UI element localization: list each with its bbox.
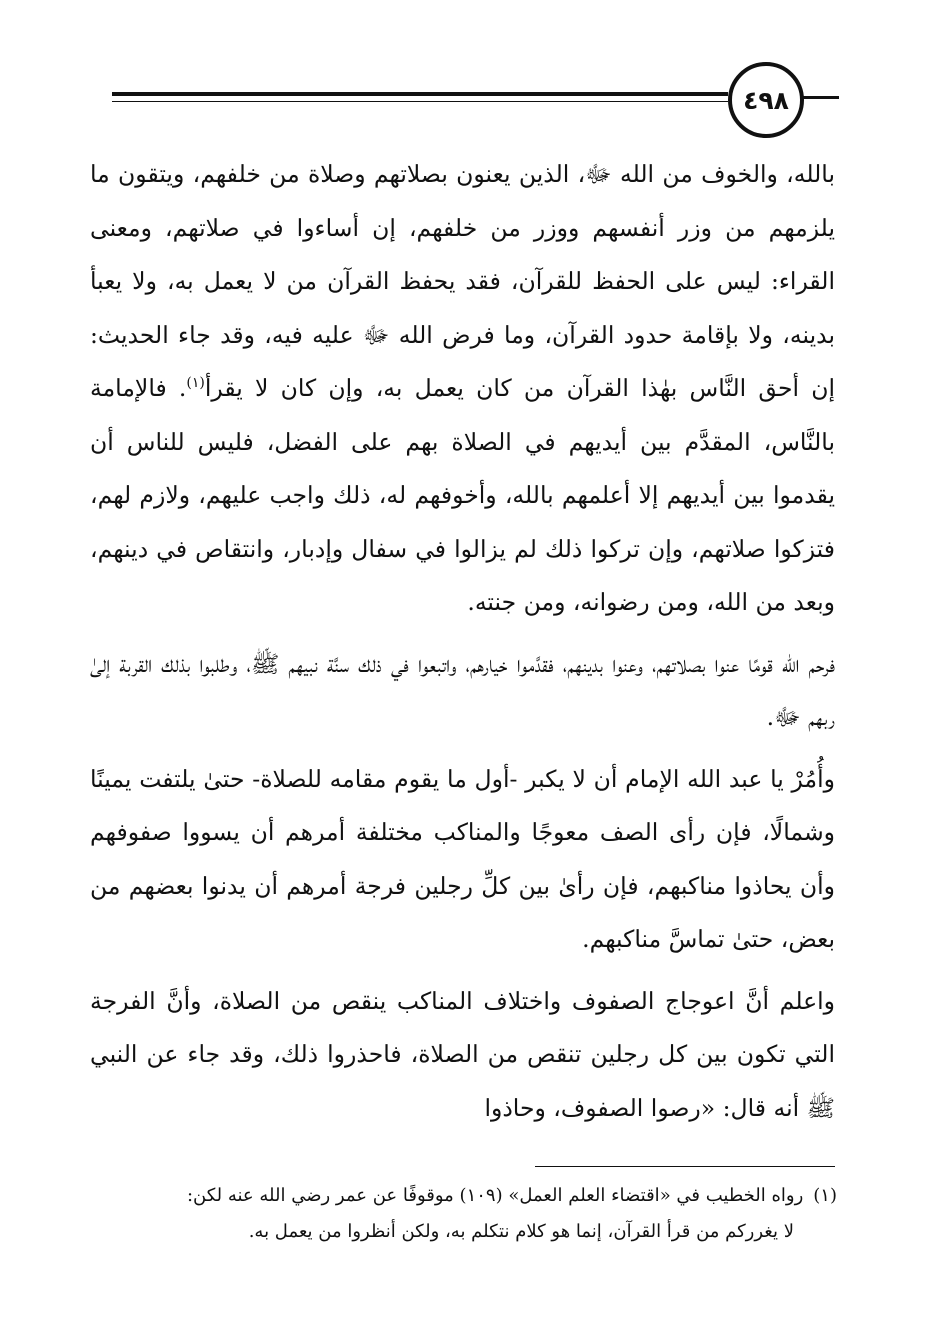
footnote-text: رواه الخطيب في «اقتضاء العلم العمل» (١٠٩) موقوفًا عن عمر رضي الله عنه لكن: [186, 1185, 804, 1206]
paragraph-1-text: بالله، والخوف من الله ﷻ، الذين يعنون بصلاتهم وصلاة من خلفهم، ويتقون ما يلزمهم من وزر أنفسهم ووزر من خلفهم، إن أساءوا في صلاتهم، ومعنى القراء: ليس على الحفظ للقرآن، فقد يحفظ القرآن من لا يعمل به، ولا يعبأ بدينه، ولا بإقامة حدود القرآن، وما فرض الله ﷻ عليه فيه، وقد جاء الحديث: إن أحق النَّاس بهٰذا القرآن من كان يعمل به، وإن كان لا يقرأ [90, 160, 835, 402]
footnotes [140, 1178, 837, 1250]
paragraph-4: واعلم أنَّ اعوجاج الصفوف واختلاف المناكب ينقص من الصلاة، وأنَّ الفرجة التي تكون بين كل رجلين تنقص من الصلاة، فاحذروا ذلك، وقد جاء عن النبي ﷺ أنه قال: «رصوا الصفوف، وحاذوا [90, 986, 836, 1122]
paragraph-2: فرحم الله قومًا عنوا بصلاتهم، وعنوا بدينهم، فقدَّموا خيارهم، واتبعوا في ذلك سنَّة نبيهم ﷺ، وطلبوا بذلك القربة إلىٰ ربهم ﷻ. [90, 649, 835, 731]
main-text [90, 148, 835, 1135]
paragraph-1 [90, 148, 835, 630]
footnote-separator [535, 1166, 835, 1167]
footnote-marker: (١) [813, 1185, 837, 1206]
header-rule-thick [112, 92, 728, 96]
footnote-reference[interactable]: (١) [186, 375, 205, 392]
header-rule-stub [803, 96, 839, 99]
page-header [0, 0, 932, 140]
paragraph-1-continuation: . فالإمامة بالنَّاس، المقدَّم بين أيديهم في الصلاة بهم على الفضل، فليس للناس أن يقدموا بين أيديهم إلا أعلمهم بالله، وأخوفهم له، ذلك واجب عليهم، ولازم لهم، فتزكوا صلاتهم، وإن تركوا ذلك لم يزالوا في سفال وإدبار، وانتقاص في دينهم، وبعد من الله، ومن رضوانه، ومن جنته. [90, 374, 835, 616]
footnote-1-line-2: لا يغرركم من قرأ القرآن، إنما هو كلام نتكلم به، ولكن أنظروا من يعمل به. [248, 1221, 794, 1242]
footnote-1-line-1 [140, 1178, 837, 1214]
paragraph-3: وأُمُرْ يا عبد الله الإمام أن لا يكبر -أول ما يقوم مقامه للصلاة- حتىٰ يلتفت يمينًا وشمالًا، فإن رأى الصف معوجًا والمناكب مختلفة أمرهم أن يسووا صفوفهم وأن يحاذوا مناكبهم، فإن رأىٰ بين كلِّ رجلين فرجة أمرهم أن يدنوا بعضهم من بعض، حتىٰ تماسَّ مناكبهم. [90, 764, 835, 953]
header-rule-thin [112, 101, 728, 102]
page-number: ٤٩٨ [728, 62, 804, 138]
